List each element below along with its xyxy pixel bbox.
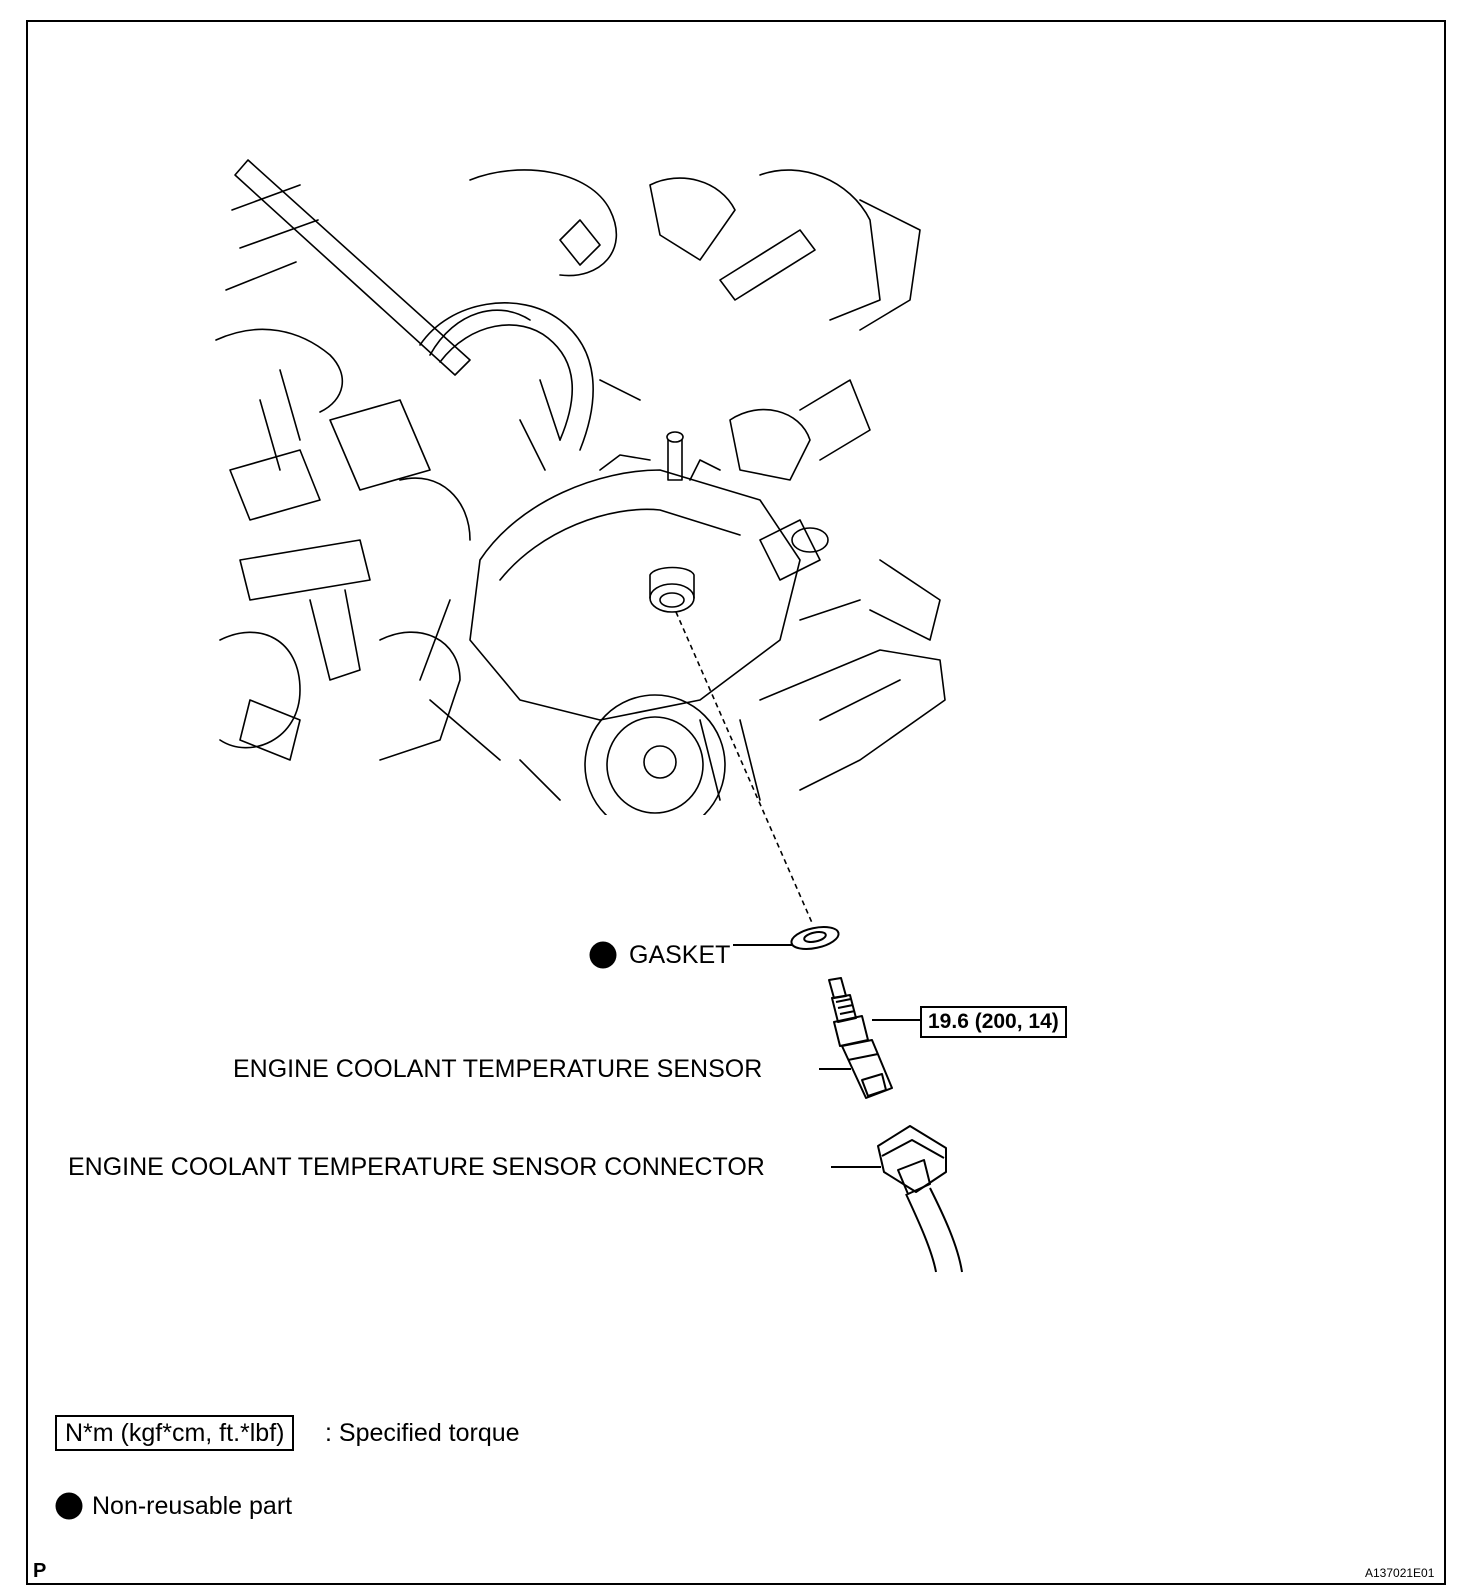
sensor-label: ENGINE COOLANT TEMPERATURE SENSOR — [233, 1055, 763, 1083]
legend-torque-text: : Specified torque — [325, 1419, 520, 1447]
legend-torque-box: N*m (kgf*cm, ft.*lbf) — [55, 1415, 294, 1451]
page-mark: P — [33, 1560, 47, 1582]
coolant-sensor-part — [829, 978, 892, 1098]
torque-value-box: 19.6 (200, 14) — [920, 1006, 1067, 1038]
legend-nonreusable-text: Non-reusable part — [92, 1492, 293, 1520]
gasket-nonreusable-dot-icon — [590, 942, 617, 969]
figure-code: A137021E01 — [1365, 1566, 1435, 1580]
legend-nonreusable-dot-icon — [56, 1493, 83, 1520]
connector-label: ENGINE COOLANT TEMPERATURE SENSOR CONNECTOR — [68, 1153, 765, 1181]
installation-dashed-line — [676, 612, 813, 925]
gasket-part — [789, 923, 840, 953]
gasket-label: GASKET — [629, 941, 731, 969]
engine-line-art — [216, 160, 945, 835]
connector-part — [878, 1126, 962, 1272]
